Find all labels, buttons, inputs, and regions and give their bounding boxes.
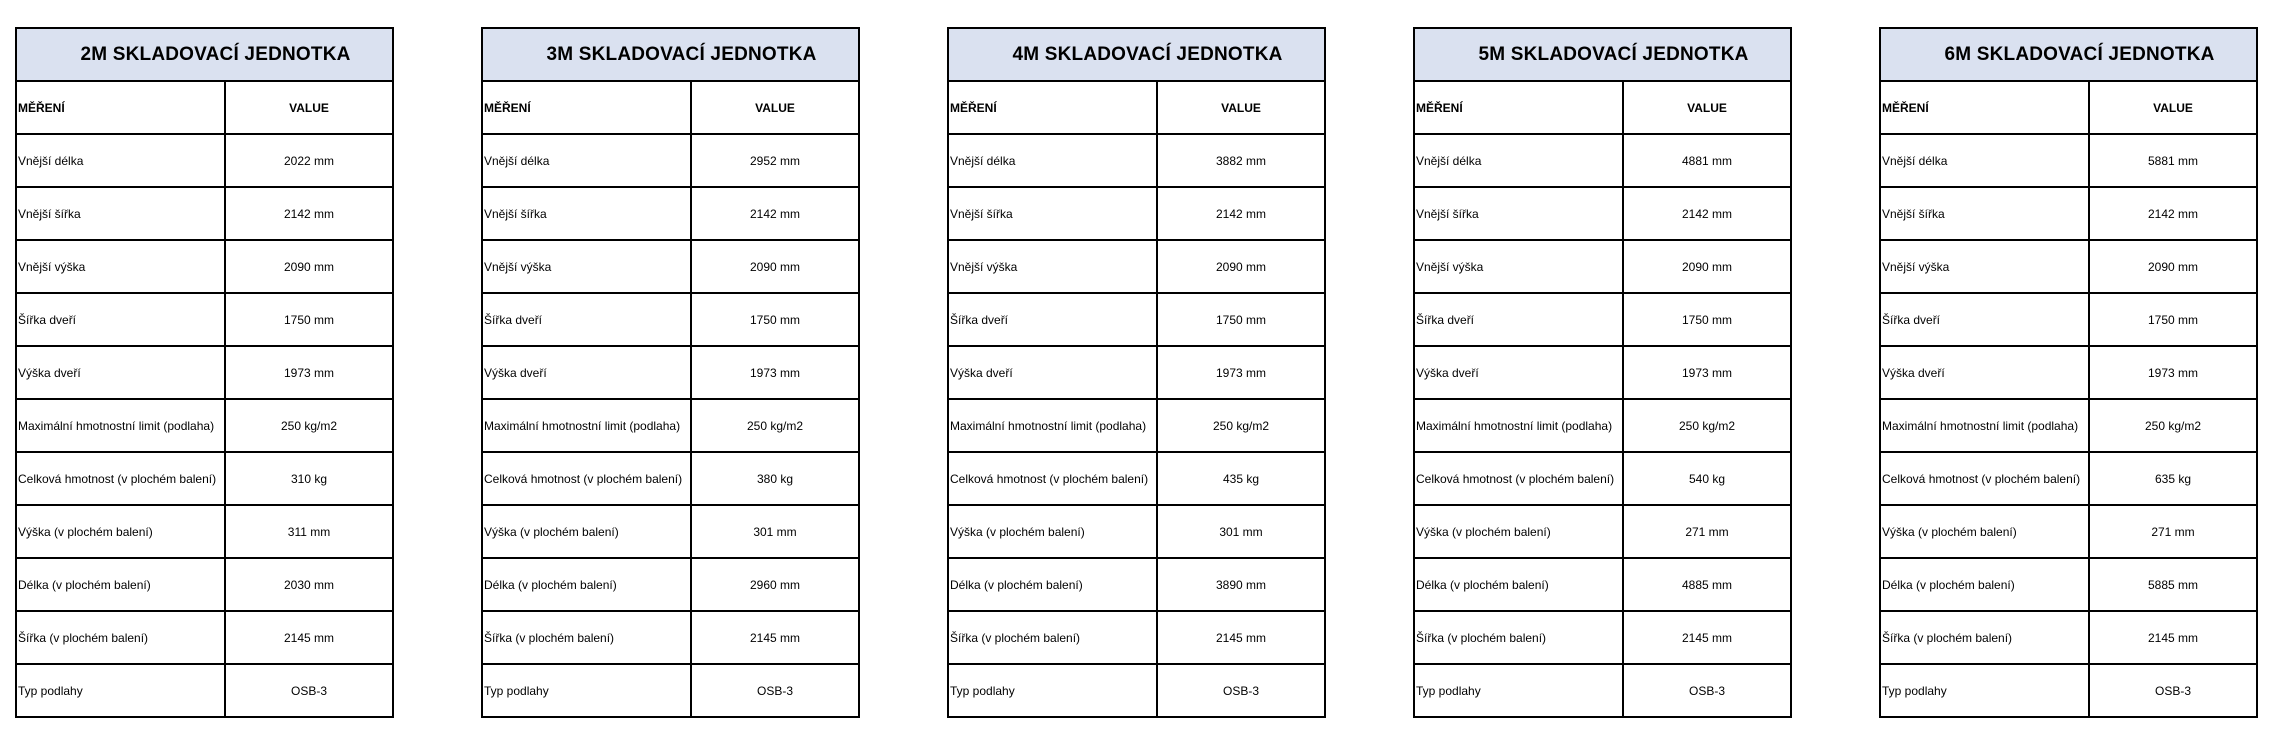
unit-title-text: 5M SKLADOVACÍ JEDNOTKA xyxy=(1478,43,1749,65)
measurement-label: Výška dveří xyxy=(1880,346,2089,399)
table-row xyxy=(948,240,1325,293)
table-row xyxy=(948,558,1325,611)
measurement-label: Vnější šířka xyxy=(1414,187,1623,240)
measurement-value: 271 mm xyxy=(2089,505,2257,558)
unit-title xyxy=(482,28,859,81)
measurement-value: 1750 mm xyxy=(691,293,859,346)
measurement-value: 2145 mm xyxy=(2089,611,2257,664)
table-row xyxy=(482,452,859,505)
measurement-label: Maximální hmotnostní limit (podlaha) xyxy=(948,399,1157,452)
measurement-label: Maximální hmotnostní limit (podlaha) xyxy=(1414,399,1623,452)
table-row xyxy=(16,452,393,505)
table-row xyxy=(948,293,1325,346)
measurement-header: MĚŘENÍ xyxy=(16,81,225,134)
value-header: VALUE xyxy=(225,81,393,134)
table-row xyxy=(482,611,859,664)
measurement-label: Výška dveří xyxy=(948,346,1157,399)
measurement-value: 250 kg/m2 xyxy=(225,399,393,452)
measurement-header: MĚŘENÍ xyxy=(482,81,691,134)
measurement-label: Šířka dveří xyxy=(482,293,691,346)
measurement-value: 2022 mm xyxy=(225,134,393,187)
measurement-value: 250 kg/m2 xyxy=(1623,399,1791,452)
measurement-value: 2145 mm xyxy=(1157,611,1325,664)
value-header: VALUE xyxy=(2089,81,2257,134)
table-row xyxy=(16,134,393,187)
table-row xyxy=(948,346,1325,399)
measurement-value: OSB-3 xyxy=(1157,664,1325,717)
measurement-label: Vnější výška xyxy=(948,240,1157,293)
measurement-value: 1973 mm xyxy=(1157,346,1325,399)
table-row xyxy=(948,187,1325,240)
measurement-value: 3882 mm xyxy=(1157,134,1325,187)
table-row xyxy=(16,505,393,558)
unit-title-text: 6M SKLADOVACÍ JEDNOTKA xyxy=(1944,43,2215,65)
storage-unit-table xyxy=(15,27,394,718)
measurement-header: MĚŘENÍ xyxy=(1880,81,2089,134)
measurement-value: 310 kg xyxy=(225,452,393,505)
measurement-label: Vnější výška xyxy=(1414,240,1623,293)
table-row xyxy=(482,558,859,611)
measurement-value: 1750 mm xyxy=(225,293,393,346)
measurement-value: 250 kg/m2 xyxy=(2089,399,2257,452)
measurement-value: 1750 mm xyxy=(1157,293,1325,346)
table-row xyxy=(948,399,1325,452)
measurement-value: 250 kg/m2 xyxy=(691,399,859,452)
table-row xyxy=(482,293,859,346)
table-row xyxy=(16,346,393,399)
header-row xyxy=(482,81,859,134)
header-row xyxy=(1414,81,1791,134)
measurement-label: Vnější šířka xyxy=(482,187,691,240)
measurement-label: Vnější délka xyxy=(1414,134,1623,187)
measurement-value: 1973 mm xyxy=(1623,346,1791,399)
measurement-value: 2090 mm xyxy=(691,240,859,293)
storage-unit-table xyxy=(1413,27,1792,718)
measurement-value: 2090 mm xyxy=(225,240,393,293)
measurement-value: 3890 mm xyxy=(1157,558,1325,611)
table-row xyxy=(16,187,393,240)
measurement-label: Výška (v plochém balení) xyxy=(482,505,691,558)
measurement-value: OSB-3 xyxy=(691,664,859,717)
measurement-label: Výška (v plochém balení) xyxy=(1880,505,2089,558)
table-row xyxy=(1414,505,1791,558)
unit-title xyxy=(1880,28,2257,81)
measurement-value: 2142 mm xyxy=(1157,187,1325,240)
table-row xyxy=(1880,293,2257,346)
table-row xyxy=(1880,187,2257,240)
measurement-label: Maximální hmotnostní limit (podlaha) xyxy=(16,399,225,452)
measurement-label: Délka (v plochém balení) xyxy=(482,558,691,611)
table-row xyxy=(482,505,859,558)
value-header: VALUE xyxy=(1157,81,1325,134)
table-row xyxy=(1880,240,2257,293)
measurement-label: Vnější délka xyxy=(482,134,691,187)
measurement-value: 5885 mm xyxy=(2089,558,2257,611)
table-row xyxy=(948,611,1325,664)
measurement-label: Výška dveří xyxy=(482,346,691,399)
measurement-value: OSB-3 xyxy=(225,664,393,717)
measurement-label: Vnější výška xyxy=(1880,240,2089,293)
measurement-label: Šířka (v plochém balení) xyxy=(948,611,1157,664)
table-row xyxy=(482,187,859,240)
measurement-value: OSB-3 xyxy=(1623,664,1791,717)
table-row xyxy=(1414,134,1791,187)
measurement-value: 2090 mm xyxy=(1623,240,1791,293)
table-row xyxy=(1880,452,2257,505)
measurement-label: Vnější délka xyxy=(16,134,225,187)
measurement-header: MĚŘENÍ xyxy=(1414,81,1623,134)
measurement-label: Vnější výška xyxy=(482,240,691,293)
table-row xyxy=(1880,611,2257,664)
unit-title xyxy=(16,28,393,81)
measurement-label: Typ podlahy xyxy=(1414,664,1623,717)
table-row xyxy=(1414,611,1791,664)
measurement-label: Šířka (v plochém balení) xyxy=(16,611,225,664)
unit-title-text: 4M SKLADOVACÍ JEDNOTKA xyxy=(1012,43,1283,65)
measurement-label: Šířka dveří xyxy=(16,293,225,346)
table-row xyxy=(16,664,393,717)
measurement-label: Typ podlahy xyxy=(948,664,1157,717)
measurement-value: 2145 mm xyxy=(691,611,859,664)
measurement-value: 4881 mm xyxy=(1623,134,1791,187)
measurement-label: Délka (v plochém balení) xyxy=(948,558,1157,611)
measurement-label: Celková hmotnost (v plochém balení) xyxy=(16,452,225,505)
storage-unit-table xyxy=(481,27,860,718)
measurement-label: Typ podlahy xyxy=(16,664,225,717)
table-row xyxy=(16,558,393,611)
header-row xyxy=(1880,81,2257,134)
table-row xyxy=(1414,452,1791,505)
measurement-label: Šířka dveří xyxy=(1414,293,1623,346)
measurement-value: 540 kg xyxy=(1623,452,1791,505)
table-row xyxy=(1414,664,1791,717)
measurement-value: 2090 mm xyxy=(2089,240,2257,293)
value-header: VALUE xyxy=(1623,81,1791,134)
measurement-value: 2145 mm xyxy=(225,611,393,664)
measurement-value: 1750 mm xyxy=(1623,293,1791,346)
measurement-label: Typ podlahy xyxy=(482,664,691,717)
measurement-value: 301 mm xyxy=(1157,505,1325,558)
unit-title xyxy=(1414,28,1791,81)
measurement-label: Šířka (v plochém balení) xyxy=(1880,611,2089,664)
measurement-value: 2142 mm xyxy=(225,187,393,240)
measurement-label: Šířka dveří xyxy=(948,293,1157,346)
table-row xyxy=(1414,187,1791,240)
measurement-label: Šířka dveří xyxy=(1880,293,2089,346)
measurement-label: Vnější délka xyxy=(1880,134,2089,187)
table-row xyxy=(16,611,393,664)
measurement-label: Vnější šířka xyxy=(948,187,1157,240)
measurement-value: 435 kg xyxy=(1157,452,1325,505)
measurement-label: Celková hmotnost (v plochém balení) xyxy=(1414,452,1623,505)
table-row xyxy=(1880,346,2257,399)
table-row xyxy=(948,664,1325,717)
measurement-label: Šířka (v plochém balení) xyxy=(1414,611,1623,664)
table-row xyxy=(948,134,1325,187)
measurement-label: Výška (v plochém balení) xyxy=(948,505,1157,558)
table-row xyxy=(1414,293,1791,346)
unit-title xyxy=(948,28,1325,81)
table-row xyxy=(482,240,859,293)
measurement-label: Vnější šířka xyxy=(1880,187,2089,240)
table-row xyxy=(1414,240,1791,293)
measurement-label: Celková hmotnost (v plochém balení) xyxy=(482,452,691,505)
measurement-value: OSB-3 xyxy=(2089,664,2257,717)
table-row xyxy=(482,346,859,399)
unit-title-text: 3M SKLADOVACÍ JEDNOTKA xyxy=(546,43,817,65)
table-row xyxy=(1414,399,1791,452)
measurement-value: 380 kg xyxy=(691,452,859,505)
measurement-label: Výška (v plochém balení) xyxy=(16,505,225,558)
measurement-label: Maximální hmotnostní limit (podlaha) xyxy=(1880,399,2089,452)
storage-unit-table xyxy=(947,27,1326,718)
storage-unit-table xyxy=(1879,27,2258,718)
table-row xyxy=(482,399,859,452)
measurement-label: Vnější délka xyxy=(948,134,1157,187)
table-row xyxy=(16,240,393,293)
measurement-value: 250 kg/m2 xyxy=(1157,399,1325,452)
measurement-label: Maximální hmotnostní limit (podlaha) xyxy=(482,399,691,452)
measurement-value: 2142 mm xyxy=(2089,187,2257,240)
measurement-value: 2952 mm xyxy=(691,134,859,187)
measurement-label: Délka (v plochém balení) xyxy=(1880,558,2089,611)
measurement-label: Výška (v plochém balení) xyxy=(1414,505,1623,558)
measurement-label: Celková hmotnost (v plochém balení) xyxy=(948,452,1157,505)
measurement-label: Vnější šířka xyxy=(16,187,225,240)
measurement-label: Celková hmotnost (v plochém balení) xyxy=(1880,452,2089,505)
measurement-value: 271 mm xyxy=(1623,505,1791,558)
table-row xyxy=(16,293,393,346)
measurement-value: 1750 mm xyxy=(2089,293,2257,346)
table-row xyxy=(948,452,1325,505)
table-row xyxy=(948,505,1325,558)
header-row xyxy=(948,81,1325,134)
table-row xyxy=(1880,399,2257,452)
measurement-value: 2030 mm xyxy=(225,558,393,611)
measurement-header: MĚŘENÍ xyxy=(948,81,1157,134)
measurement-label: Výška dveří xyxy=(16,346,225,399)
measurement-label: Délka (v plochém balení) xyxy=(1414,558,1623,611)
table-row xyxy=(1414,346,1791,399)
measurement-value: 311 mm xyxy=(225,505,393,558)
measurement-value: 1973 mm xyxy=(2089,346,2257,399)
measurement-value: 635 kg xyxy=(2089,452,2257,505)
measurement-value: 2142 mm xyxy=(1623,187,1791,240)
measurement-label: Vnější výška xyxy=(16,240,225,293)
measurement-label: Výška dveří xyxy=(1414,346,1623,399)
measurement-label: Délka (v plochém balení) xyxy=(16,558,225,611)
measurement-value: 1973 mm xyxy=(691,346,859,399)
table-row xyxy=(1880,558,2257,611)
measurement-value: 301 mm xyxy=(691,505,859,558)
table-row xyxy=(482,134,859,187)
measurement-value: 2145 mm xyxy=(1623,611,1791,664)
table-row xyxy=(1880,134,2257,187)
measurement-value: 4885 mm xyxy=(1623,558,1791,611)
table-row xyxy=(1880,505,2257,558)
measurement-label: Typ podlahy xyxy=(1880,664,2089,717)
value-header: VALUE xyxy=(691,81,859,134)
table-row xyxy=(1880,664,2257,717)
unit-title-text: 2M SKLADOVACÍ JEDNOTKA xyxy=(80,43,351,65)
measurement-value: 2960 mm xyxy=(691,558,859,611)
header-row xyxy=(16,81,393,134)
measurement-label: Šířka (v plochém balení) xyxy=(482,611,691,664)
measurement-value: 2142 mm xyxy=(691,187,859,240)
measurement-value: 5881 mm xyxy=(2089,134,2257,187)
table-row xyxy=(482,664,859,717)
measurement-value: 2090 mm xyxy=(1157,240,1325,293)
table-row xyxy=(16,399,393,452)
measurement-value: 1973 mm xyxy=(225,346,393,399)
table-row xyxy=(1414,558,1791,611)
